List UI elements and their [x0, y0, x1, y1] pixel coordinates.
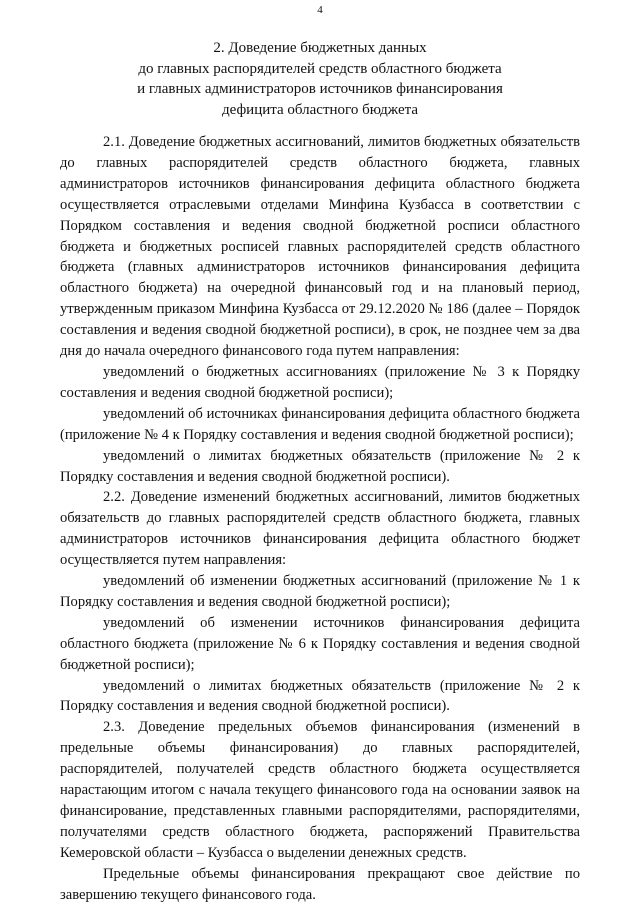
list-item-budget-limits-2: уведомлений о лимитах бюджетных обязательств (приложение № 2 к Порядку составления и ведения сводной бюджетной росписи). [60, 677, 580, 715]
section-heading-line: дефицита областного бюджета [221, 101, 419, 118]
page-number: 4 [317, 4, 323, 16]
section-heading-line: до главных распорядителей средств областного бюджета [138, 60, 502, 77]
paragraph-closing: Предельные объемы финансирования прекращают свое действие по завершению текущего финансового года. [60, 865, 580, 903]
section-heading [60, 38, 580, 120]
paragraph-2-1: 2.1. Доведение бюджетных ассигнований, лимитов бюджетных обязательств до главных распорядителей средств областного бюджета, главных администраторов источников финансирования дефицита областного бюджета осуществляется отраслевыми отделами Минфина Кузбасса в соответствии с Порядком составления и ведения сводной бюджетной росписи областного бюджета и бюджетных росписей главных распорядителей средств областного бюджета (главных администраторов источников финансирования дефицита областного бюджета) на очередной финансовый год и на плановый период, утвержденным приказом Минфина Кузбасса от 29.12.2020 № 186 (далее – Порядок составления и ведения сводной бюджетной росписи), в срок, не позднее чем за два дня до начала очередного финансового года путем направления: [60, 134, 580, 360]
section-heading-line: и главных администраторов источников финансирования [137, 81, 503, 97]
list-item-deficit-source-changes: уведомлений об изменении источников финансирования дефицита областного бюджета (приложение № 6 к Порядку составления и ведения сводной бюджетной росписи); [60, 614, 580, 673]
list-item-deficit-sources: уведомлений об источниках финансирования дефицита областного бюджета (приложение № 4 к Порядку составления и ведения сводной бюджетной росписи); [60, 405, 580, 443]
list-item-allocation-changes: уведомлений об изменении бюджетных ассигнований (приложение № 1 к Порядку составления и ведения сводной бюджетной росписи); [60, 573, 580, 610]
section-heading-line: 2. Доведение бюджетных данных [213, 40, 427, 56]
paragraph-2-3: 2.3. Доведение предельных объемов финансирования (изменений в предельные объемы финансирования) до главных распорядителей, распорядителей, получателей средств областного бюджета осуществляется нарастающим итогом с начала текущего финансового года на основании заявок на финансирование, представленных главными распорядителями, распорядителями, получателями средств областного бюджета, распоряжений Правительства Кемеровской области – Кузбасса о выделении денежных средств. [60, 719, 580, 861]
list-item-budget-allocations: уведомлений о бюджетных ассигнованиях (приложение № 3 к Порядку составления и ведения сводной бюджетной росписи); [60, 363, 580, 401]
paragraph-2-2: 2.2. Доведение изменений бюджетных ассигнований, лимитов бюджетных обязательств до главных распорядителей средств областного бюджета, главных администраторов источников финансирования дефицита областного бюджет осуществляется путем направления: [60, 489, 580, 569]
document-body [60, 132, 580, 906]
list-item-budget-limits: уведомлений о лимитах бюджетных обязательств (приложение № 2 к Порядку составления и ведения сводной бюджетной росписи). [60, 447, 580, 485]
